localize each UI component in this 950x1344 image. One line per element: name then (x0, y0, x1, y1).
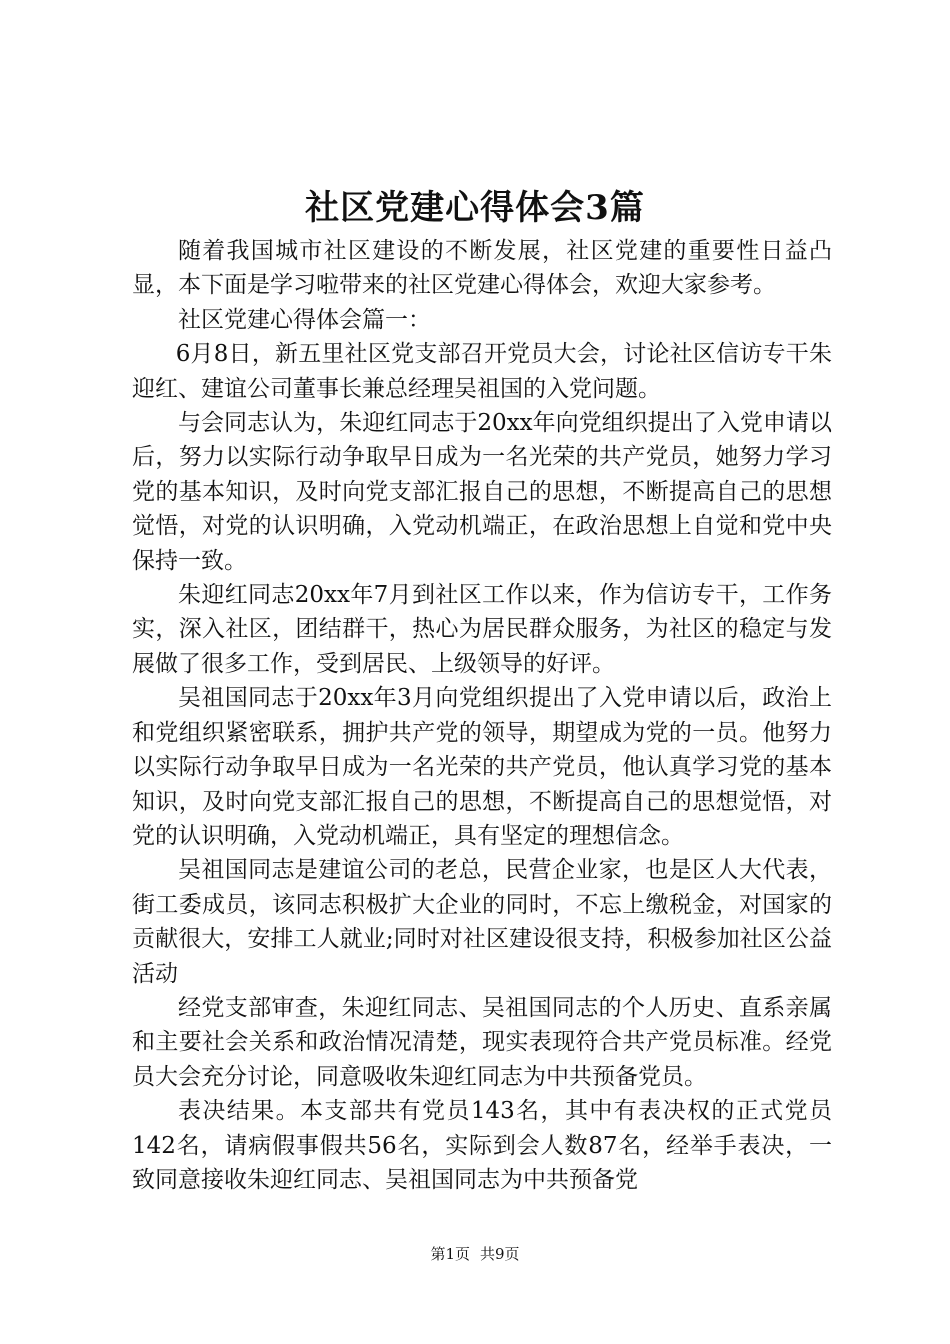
page-total: 共9页 (480, 1245, 520, 1263)
paragraph: 经党支部审查，朱迎红同志、吴祖国同志的个人历史、直系亲属和主要社会关系和政治情况清楚，现实表现符合共产党员标准。经党员大会充分讨论，同意吸收朱迎红同志为中共预备党员。 (132, 994, 832, 1090)
page-footer (0, 1244, 950, 1264)
document-body (132, 234, 832, 1197)
paragraph: 朱迎红同志20xx年7月到社区工作以来，作为信访专干，工作务实，深入社区，团结群干，热心为居民群众服务，为社区的稳定与发展做了很多工作，受到居民、上级领导的好评。 (132, 582, 832, 677)
paragraph: 吴祖国同志于20xx年3月向党组织提出了入党申请以后，政治上和党组织紧密联系，拥护共产党的领导，期望成为党的一员。他努力以实际行动争取早日成为一名光荣的共产党员，他认真学习党的基本知识，及时向党支部汇报自己的思想，不断提高自己的思想觉悟，对党的认识明确，入党动机端正，具有坚定的理想信念。 (132, 685, 832, 849)
paragraph: 6月8日，新五里社区党支部召开党员大会，讨论社区信访专干朱迎红、建谊公司董事长兼总经理吴祖国的入党问题。 (132, 341, 832, 402)
paragraph: 表决结果。本支部共有党员143名，其中有表决权的正式党员142名，请病假事假共56名，实际到会人数87名，经举手表决，一致同意接收朱迎红同志、吴祖国同志为中共预备党 (132, 1098, 832, 1193)
page-number: 第1页 (430, 1245, 470, 1263)
paragraph-intro: 随着我国城市社区建设的不断发展，社区党建的重要性日益凸显，本下面是学习啦带来的社区党建心得体会，欢迎大家参考。 (132, 238, 832, 299)
section-heading: 社区党建心得体会篇一： (178, 306, 431, 333)
paragraph: 与会同志认为，朱迎红同志于20xx年向党组织提出了入党申请以后，努力以实际行动争取早日成为一名光荣的共产党员，她努力学习党的基本知识，及时向党支部汇报自己的思想，不断提高自己的思想觉悟，对党的认识明确，入党动机端正，在政治思想上自觉和党中央保持一致。 (132, 410, 832, 574)
paragraph: 吴祖国同志是建谊公司的老总，民营企业家，也是区人大代表，街工委成员，该同志积极扩大企业的同时，不忘上缴税金，对国家的贡献很大，安排工人就业;同时对社区建设很支持，积极参加社区公益活动 (132, 857, 832, 987)
page-title: 社区党建心得体会3篇 (305, 188, 645, 228)
